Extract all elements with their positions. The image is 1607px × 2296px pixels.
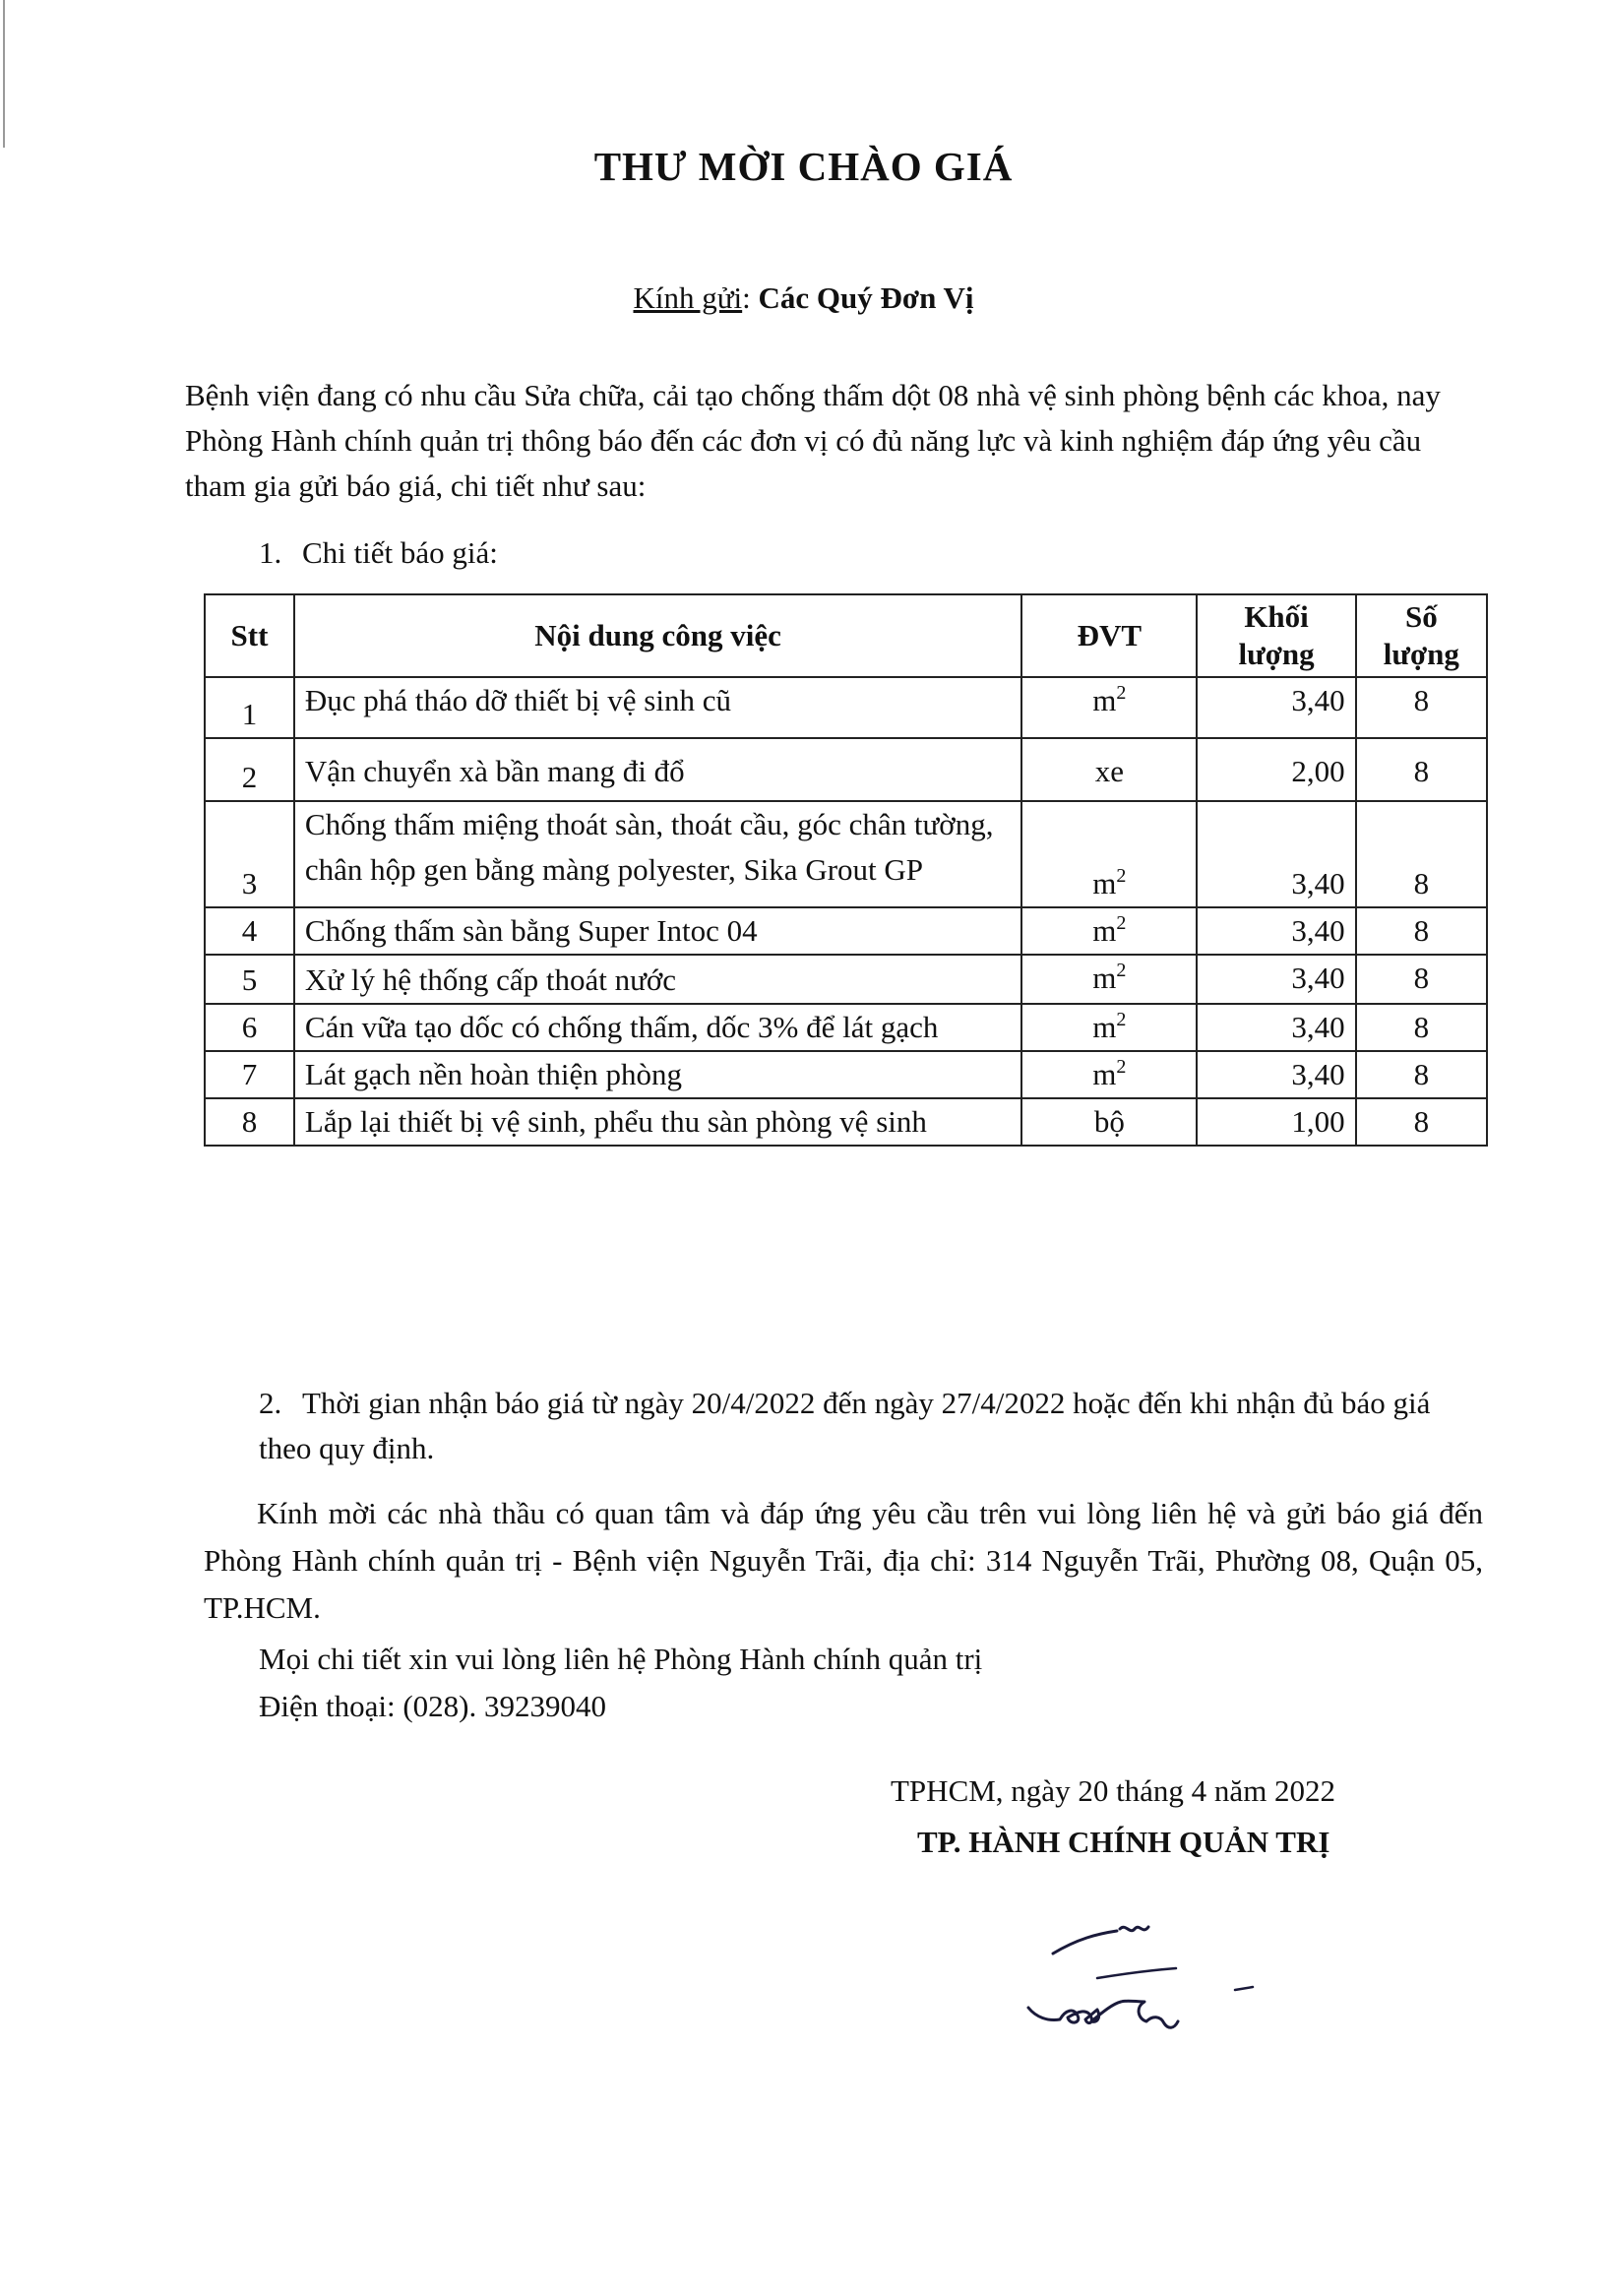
row-quantity: 8 (1356, 801, 1487, 907)
recipient-colon: : (742, 280, 759, 315)
table-row (205, 1051, 1487, 1098)
row-unit (1021, 677, 1197, 738)
row-quantity: 8 (1356, 677, 1487, 738)
row-unit (1021, 801, 1197, 907)
row-quantity: 8 (1356, 1004, 1487, 1051)
row-unit-text: m (1092, 961, 1117, 995)
row-unit (1021, 1098, 1197, 1146)
row-unit (1021, 738, 1197, 801)
list-item-details (259, 530, 498, 576)
recipient-name: Các Quý Đơn Vị (758, 280, 974, 315)
phone-line: Điện thoại: (028). 39239040 (259, 1689, 607, 1723)
row-stt: 4 (205, 907, 294, 955)
invite-paragraph: Kính mời các nhà thầu có quan tâm và đáp ứng yêu cầu trên vui lòng liên hệ và gửi báo giá đến Phòng Hành chính quản trị - Bệnh viện Nguyễn Trãi, địa chỉ: 314 Nguyễn Trãi, Phường 08, Quận 05, TP.HCM. (204, 1496, 1483, 1625)
row-quantity: 8 (1356, 907, 1487, 955)
list-item-deadline (259, 1381, 1479, 1471)
header-quantity: Số lượng (1356, 594, 1487, 677)
row-unit-superscript: 2 (1116, 865, 1127, 887)
row-content: Xử lý hệ thống cấp thoát nước (294, 955, 1021, 1004)
row-quantity: 8 (1356, 955, 1487, 1004)
row-content: Lắp lại thiết bị vệ sinh, phểu thu sàn phòng vệ sinh (294, 1098, 1021, 1146)
row-quantity: 8 (1356, 738, 1487, 801)
row-unit (1021, 1004, 1197, 1051)
row-volume: 3,40 (1197, 1004, 1355, 1051)
row-quantity: 8 (1356, 1098, 1487, 1146)
row-stt: 3 (205, 801, 294, 907)
row-unit-text: m (1092, 683, 1117, 717)
header-volume: Khối lượng (1197, 594, 1355, 677)
sign-date: TPHCM, ngày 20 tháng 4 năm 2022 (891, 1773, 1336, 1808)
sign-title: TP. HÀNH CHÍNH QUẢN TRỊ (917, 1825, 1330, 1859)
table-row (205, 677, 1487, 738)
row-stt: 2 (205, 738, 294, 801)
document-title: THƯ MỜI CHÀO GIÁ (593, 144, 1014, 189)
row-unit (1021, 907, 1197, 955)
header-content: Nội dung công việc (294, 594, 1021, 677)
row-unit-text: bộ (1093, 1104, 1125, 1139)
table-row (205, 801, 1487, 907)
row-stt: 7 (205, 1051, 294, 1098)
header-unit: ĐVT (1021, 594, 1197, 677)
recipient-line (0, 280, 1607, 316)
row-content: Cán vữa tạo dốc có chống thấm, dốc 3% để lát gạch (294, 1004, 1021, 1051)
recipient-label: Kính gửi (633, 280, 743, 315)
table-row (205, 738, 1487, 801)
row-content: Chống thấm miệng thoát sàn, thoát cầu, góc chân tường, chân hộp gen bằng màng polyester, Sika Grout GP (294, 801, 1021, 907)
row-volume: 3,40 (1197, 955, 1355, 1004)
row-volume: 2,00 (1197, 738, 1355, 801)
row-unit-text: xe (1094, 754, 1124, 788)
row-stt: 5 (205, 955, 294, 1004)
row-unit-superscript: 2 (1116, 1056, 1127, 1078)
row-unit-superscript: 2 (1116, 912, 1127, 934)
row-volume: 3,40 (1197, 1051, 1355, 1098)
list-item-text: Chi tiết báo giá: (302, 535, 498, 570)
row-stt: 8 (205, 1098, 294, 1146)
row-volume: 3,40 (1197, 677, 1355, 738)
row-unit-superscript: 2 (1116, 960, 1127, 981)
intro-paragraph: Bệnh viện đang có nhu cầu Sửa chữa, cải tạo chống thấm dột 08 nhà vệ sinh phòng bệnh các khoa, nay Phòng Hành chính quản trị thông báo đến các đơn vị có đủ năng lực và kinh nghiệm đáp ứng yêu cầu tham gia gửi báo giá, chi tiết như sau: (185, 378, 1441, 503)
row-unit-superscript: 2 (1116, 1009, 1127, 1030)
list-item-number: 1. (259, 535, 282, 570)
scan-edge-line (3, 0, 5, 148)
row-content: Đục phá tháo dỡ thiết bị vệ sinh cũ (294, 677, 1021, 738)
row-unit-text: m (1092, 1057, 1117, 1091)
row-unit-text: m (1092, 866, 1117, 900)
table-row (205, 907, 1487, 955)
row-unit-text: m (1092, 913, 1117, 948)
row-content: Vận chuyển xà bần mang đi đổ (294, 738, 1021, 801)
row-stt: 6 (205, 1004, 294, 1051)
row-volume: 1,00 (1197, 1098, 1355, 1146)
row-unit (1021, 955, 1197, 1004)
row-stt: 1 (205, 677, 294, 738)
quote-table-body (205, 677, 1487, 1146)
row-quantity: 8 (1356, 1051, 1487, 1098)
table-header-row (205, 594, 1487, 677)
header-stt: Stt (205, 594, 294, 677)
table-row (205, 1098, 1487, 1146)
list-item-text: Thời gian nhận báo giá từ ngày 20/4/2022 đến ngày 27/4/2022 hoặc đến khi nhận đủ báo giá theo quy định. (259, 1386, 1431, 1465)
table-row (205, 955, 1487, 1004)
row-volume: 3,40 (1197, 907, 1355, 955)
table-row (205, 1004, 1487, 1051)
contact-line: Mọi chi tiết xin vui lòng liên hệ Phòng Hành chính quản trị (259, 1642, 983, 1676)
row-content: Lát gạch nền hoàn thiện phòng (294, 1051, 1021, 1098)
quote-table (204, 593, 1488, 1147)
list-item-number: 2. (259, 1386, 282, 1420)
row-volume: 3,40 (1197, 801, 1355, 907)
row-content: Chống thấm sàn bằng Super Intoc 04 (294, 907, 1021, 955)
handwritten-signature (1023, 1899, 1319, 2047)
row-unit-text: m (1092, 1010, 1117, 1044)
row-unit (1021, 1051, 1197, 1098)
row-unit-superscript: 2 (1116, 682, 1127, 704)
